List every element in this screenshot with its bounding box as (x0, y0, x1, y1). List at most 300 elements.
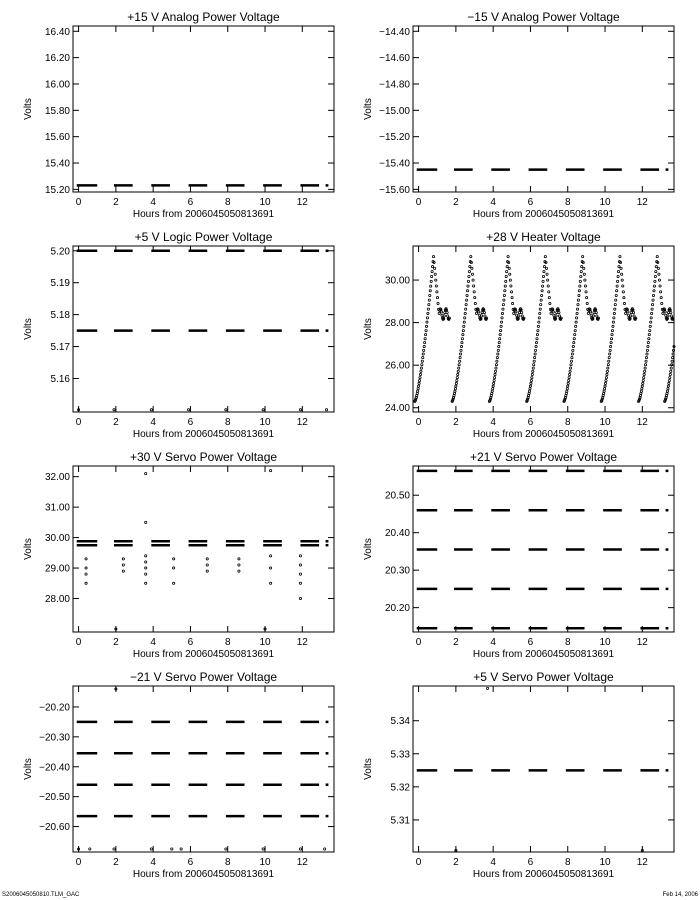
x-tick-label: 8 (224, 197, 231, 208)
data-point (670, 367, 672, 369)
x-tick-label: 4 (150, 417, 156, 428)
y-tick-label: −14.60 (379, 53, 410, 65)
data-point (528, 392, 530, 394)
data-point (299, 573, 301, 575)
data-point (299, 582, 301, 584)
data-point (145, 582, 147, 584)
data-point (586, 297, 588, 299)
x-tick-label: 10 (599, 857, 611, 868)
x-tick-label: 0 (415, 637, 422, 648)
data-point (422, 353, 424, 355)
x-tick-label: 6 (527, 197, 534, 208)
data-point (550, 312, 552, 314)
data-point (431, 266, 433, 268)
data-point (570, 360, 572, 362)
data-point (652, 294, 654, 296)
data-point (603, 390, 605, 392)
data-point (459, 353, 461, 355)
data-point (643, 377, 645, 379)
x-tick-label: 12 (296, 637, 308, 648)
data-point (623, 297, 625, 299)
data-point (612, 321, 614, 323)
y-tick-label: −14.80 (379, 79, 410, 91)
plot-frame (73, 246, 334, 412)
y-tick-label: 31.00 (44, 502, 70, 514)
data-point (471, 273, 473, 275)
data-point (458, 367, 460, 369)
data-point (454, 390, 456, 392)
x-tick-label: 2 (453, 857, 459, 868)
data-point (436, 291, 438, 293)
y-tick-label: 16.00 (44, 79, 70, 91)
y-axis-label: Volts (363, 538, 374, 560)
data-point (651, 308, 653, 310)
data-point (576, 312, 578, 314)
chart-title: −15 V Analog Power Voltage (467, 10, 620, 24)
data-point (270, 582, 272, 584)
data-point (657, 267, 659, 269)
data-point (424, 342, 426, 344)
data-point (509, 279, 511, 281)
x-tick-label: 2 (453, 417, 459, 428)
data-point (431, 275, 433, 277)
data-point (497, 353, 499, 355)
data-point (535, 342, 537, 344)
data-point (538, 321, 540, 323)
x-axis-label: Hours from 2006045050813691 (132, 649, 275, 660)
data-point (491, 390, 493, 392)
y-tick-label: 16.40 (44, 26, 70, 38)
data-point (664, 311, 666, 313)
x-axis-label: Hours from 2006045050813691 (472, 649, 615, 660)
data-point (495, 367, 497, 369)
data-point (656, 256, 658, 258)
x-tick-label: 8 (224, 637, 231, 648)
data-point (492, 388, 494, 390)
data-point (432, 256, 434, 258)
data-point (640, 390, 642, 392)
data-point (621, 279, 623, 281)
data-point (437, 302, 439, 304)
y-tick-label: 5.20 (50, 246, 70, 258)
data-point (649, 329, 651, 331)
data-point (420, 367, 422, 369)
data-point (465, 304, 467, 306)
data-point (603, 392, 605, 394)
data-point (583, 273, 585, 275)
data-point (518, 315, 520, 317)
data-point (503, 294, 505, 296)
data-point (668, 379, 670, 381)
y-tick-label: 20.20 (384, 603, 410, 615)
x-tick-label: 6 (527, 857, 534, 868)
data-point (417, 388, 419, 390)
data-point (427, 308, 429, 310)
data-point (145, 573, 147, 575)
plot-frame (413, 26, 674, 192)
data-point (502, 308, 504, 310)
data-point (494, 373, 496, 375)
y-tick-label: 16.20 (44, 53, 70, 65)
data-point (453, 392, 455, 394)
data-point (632, 312, 634, 314)
data-point (587, 312, 589, 314)
chart-title: +5 V Logic Power Voltage (134, 230, 273, 244)
data-point (440, 311, 442, 313)
y-tick-label: −20.30 (39, 732, 70, 744)
data-point (498, 345, 500, 347)
x-tick-label: 6 (187, 637, 194, 648)
data-point (540, 304, 542, 306)
data-point (446, 312, 448, 314)
y-tick-label: 20.30 (384, 565, 410, 577)
data-point (467, 285, 469, 287)
x-tick-label: 12 (636, 197, 648, 208)
data-point (423, 349, 425, 351)
x-tick-label: 10 (259, 197, 271, 208)
data-point (653, 285, 655, 287)
data-point (610, 342, 612, 344)
data-point (543, 266, 545, 268)
plot-frame (73, 466, 334, 632)
data-point (667, 385, 669, 387)
data-point (499, 334, 501, 336)
data-point (547, 285, 549, 287)
data-point (150, 848, 152, 850)
data-point (623, 302, 625, 304)
data-point (492, 385, 494, 387)
data-point (541, 294, 543, 296)
data-point (543, 271, 545, 273)
data-point (122, 564, 124, 566)
data-point (641, 385, 643, 387)
data-point (606, 370, 608, 372)
y-tick-label: −20.40 (39, 762, 70, 774)
data-point (187, 409, 189, 411)
data-point (578, 294, 580, 296)
data-point (529, 385, 531, 387)
data-point (512, 302, 514, 304)
data-point (429, 294, 431, 296)
x-tick-label: 4 (490, 637, 496, 648)
data-point (426, 317, 428, 319)
data-point (567, 385, 569, 387)
data-point (648, 338, 650, 340)
data-point (484, 315, 486, 317)
data-point (574, 329, 576, 331)
data-point (568, 377, 570, 379)
data-point (533, 364, 535, 366)
data-point (498, 342, 500, 344)
data-point (610, 338, 612, 340)
data-point (660, 297, 662, 299)
data-point (603, 388, 605, 390)
data-point (480, 315, 482, 317)
y-tick-label: 15.60 (44, 132, 70, 144)
data-point (643, 373, 645, 375)
data-point (474, 297, 476, 299)
x-tick-label: 2 (113, 857, 119, 868)
data-point (584, 285, 586, 287)
data-point (464, 312, 466, 314)
data-point (496, 357, 498, 359)
data-point (535, 345, 537, 347)
data-point (493, 377, 495, 379)
data-point (607, 364, 609, 366)
x-tick-label: 12 (636, 857, 648, 868)
data-point (528, 390, 530, 392)
data-point (555, 315, 557, 317)
x-tick-label: 10 (599, 637, 611, 648)
data-point (459, 357, 461, 359)
data-point (430, 280, 432, 282)
y-axis-label: Volts (23, 98, 34, 120)
data-point (658, 273, 660, 275)
plot-frame (73, 686, 334, 852)
chart-4 (363, 230, 675, 440)
data-point (609, 349, 611, 351)
data-point (652, 299, 654, 301)
data-point (539, 312, 541, 314)
data-point (581, 266, 583, 268)
data-point (429, 290, 431, 292)
data-point (585, 291, 587, 293)
data-point (428, 299, 430, 301)
data-point (470, 256, 472, 258)
data-point (614, 308, 616, 310)
data-point (299, 555, 301, 557)
data-point (546, 273, 548, 275)
x-tick-label: 10 (259, 417, 271, 428)
data-point (262, 848, 264, 850)
x-tick-label: 12 (296, 857, 308, 868)
x-tick-label: 4 (150, 197, 156, 208)
data-point (542, 280, 544, 282)
data-point (421, 360, 423, 362)
data-point (605, 377, 607, 379)
x-tick-label: 0 (75, 637, 82, 648)
data-point (566, 388, 568, 390)
x-tick-label: 2 (113, 197, 119, 208)
data-point (173, 558, 175, 560)
data-point (419, 377, 421, 379)
data-point (571, 357, 573, 359)
x-tick-label: 2 (113, 417, 119, 428)
data-point (575, 325, 577, 327)
data-point (633, 315, 635, 317)
data-point (513, 312, 515, 314)
data-point (653, 290, 655, 292)
data-point (575, 321, 577, 323)
y-tick-label: −15.00 (379, 105, 410, 117)
y-tick-label: 5.16 (50, 373, 70, 385)
data-point (579, 280, 581, 282)
data-point (466, 290, 468, 292)
x-tick-label: 4 (490, 197, 496, 208)
data-point (666, 392, 668, 394)
data-point (611, 334, 613, 336)
data-point (541, 290, 543, 292)
data-point (206, 570, 208, 572)
data-point (624, 312, 626, 314)
data-point (644, 364, 646, 366)
data-point (647, 342, 649, 344)
data-point (545, 267, 547, 269)
x-tick-label: 0 (75, 197, 82, 208)
chart-7 (23, 670, 334, 880)
data-point (462, 334, 464, 336)
y-tick-label: −15.60 (379, 184, 410, 196)
y-tick-label: 28.00 (384, 318, 410, 330)
x-tick-label: 10 (259, 857, 271, 868)
plot-frame (73, 26, 334, 192)
data-point (467, 280, 469, 282)
data-point (572, 349, 574, 351)
y-tick-label: 26.00 (384, 360, 410, 372)
data-point (580, 271, 582, 273)
data-point (568, 379, 570, 381)
data-point (465, 299, 467, 301)
x-tick-label: 10 (259, 637, 271, 648)
data-point (122, 570, 124, 572)
data-point (270, 555, 272, 557)
data-point (145, 561, 147, 563)
chart-6 (363, 450, 674, 660)
data-point (572, 345, 574, 347)
data-point (649, 325, 651, 327)
data-point (577, 304, 579, 306)
data-point (622, 285, 624, 287)
data-point (416, 392, 418, 394)
data-point (660, 291, 662, 293)
data-point (505, 275, 507, 277)
y-axis-label: Volts (23, 318, 34, 340)
data-point (668, 382, 670, 384)
y-tick-label: 20.40 (384, 528, 410, 540)
data-point (541, 285, 543, 287)
data-point (505, 280, 507, 282)
data-point (499, 338, 501, 340)
data-point (434, 273, 436, 275)
chart-title: +15 V Analog Power Voltage (127, 10, 280, 24)
x-tick-label: 2 (113, 637, 119, 648)
y-axis-label: Volts (23, 758, 34, 780)
x-tick-label: 12 (636, 637, 648, 648)
data-point (299, 597, 301, 599)
data-point (458, 364, 460, 366)
data-point (574, 334, 576, 336)
y-tick-label: 30.00 (384, 275, 410, 287)
data-point (496, 360, 498, 362)
data-point (530, 382, 532, 384)
data-point (469, 266, 471, 268)
data-point (443, 315, 445, 317)
data-point (428, 304, 430, 306)
chart-title: −21 V Servo Power Voltage (129, 670, 278, 684)
data-point (463, 325, 465, 327)
data-point (493, 382, 495, 384)
data-point (417, 385, 419, 387)
y-axis-label: Volts (363, 758, 374, 780)
chart-title: +5 V Servo Power Voltage (473, 670, 614, 684)
data-point (613, 312, 615, 314)
data-point (455, 382, 457, 384)
data-point (501, 317, 503, 319)
data-point (460, 345, 462, 347)
data-point (617, 275, 619, 277)
data-point (621, 273, 623, 275)
data-point (619, 256, 621, 258)
data-point (495, 364, 497, 366)
data-point (424, 338, 426, 340)
data-point (654, 275, 656, 277)
data-point (206, 558, 208, 560)
data-point (644, 370, 646, 372)
y-tick-label: 28.00 (44, 593, 70, 605)
data-point (566, 390, 568, 392)
x-tick-label: 12 (296, 197, 308, 208)
data-point (661, 302, 663, 304)
data-point (659, 285, 661, 287)
y-tick-label: 15.40 (44, 158, 70, 170)
chart-title: +28 V Heater Voltage (486, 230, 601, 244)
data-point (650, 317, 652, 319)
data-point (422, 357, 424, 359)
y-axis-label: Volts (363, 98, 374, 120)
data-point (586, 302, 588, 304)
data-point (431, 271, 433, 273)
data-point (461, 338, 463, 340)
data-point (430, 285, 432, 287)
y-tick-label: 24.00 (384, 403, 410, 415)
data-point (592, 315, 594, 317)
x-tick-label: 8 (224, 857, 231, 868)
data-point (669, 373, 671, 375)
data-point (608, 357, 610, 359)
data-point (612, 325, 614, 327)
data-point (171, 848, 173, 850)
data-point (615, 299, 617, 301)
data-point (238, 570, 240, 572)
data-point (473, 285, 475, 287)
data-point (299, 564, 301, 566)
data-point (671, 360, 673, 362)
y-tick-label: 5.33 (390, 749, 410, 761)
y-axis-label: Volts (363, 318, 374, 340)
data-point (501, 312, 503, 314)
y-tick-label: −14.40 (379, 26, 410, 38)
data-point (537, 325, 539, 327)
data-point (486, 687, 488, 689)
data-point (608, 360, 610, 362)
data-point (666, 390, 668, 392)
y-tick-label: 15.80 (44, 105, 70, 117)
data-point (645, 357, 647, 359)
data-point (538, 317, 540, 319)
data-point (530, 379, 532, 381)
data-point (122, 558, 124, 560)
data-point (417, 390, 419, 392)
data-point (436, 297, 438, 299)
chart-2 (363, 10, 674, 220)
data-point (646, 349, 648, 351)
data-point (423, 345, 425, 347)
data-point (658, 279, 660, 281)
data-point (552, 311, 554, 313)
data-point (540, 299, 542, 301)
data-point (85, 567, 87, 569)
y-tick-label: −15.20 (379, 132, 410, 144)
